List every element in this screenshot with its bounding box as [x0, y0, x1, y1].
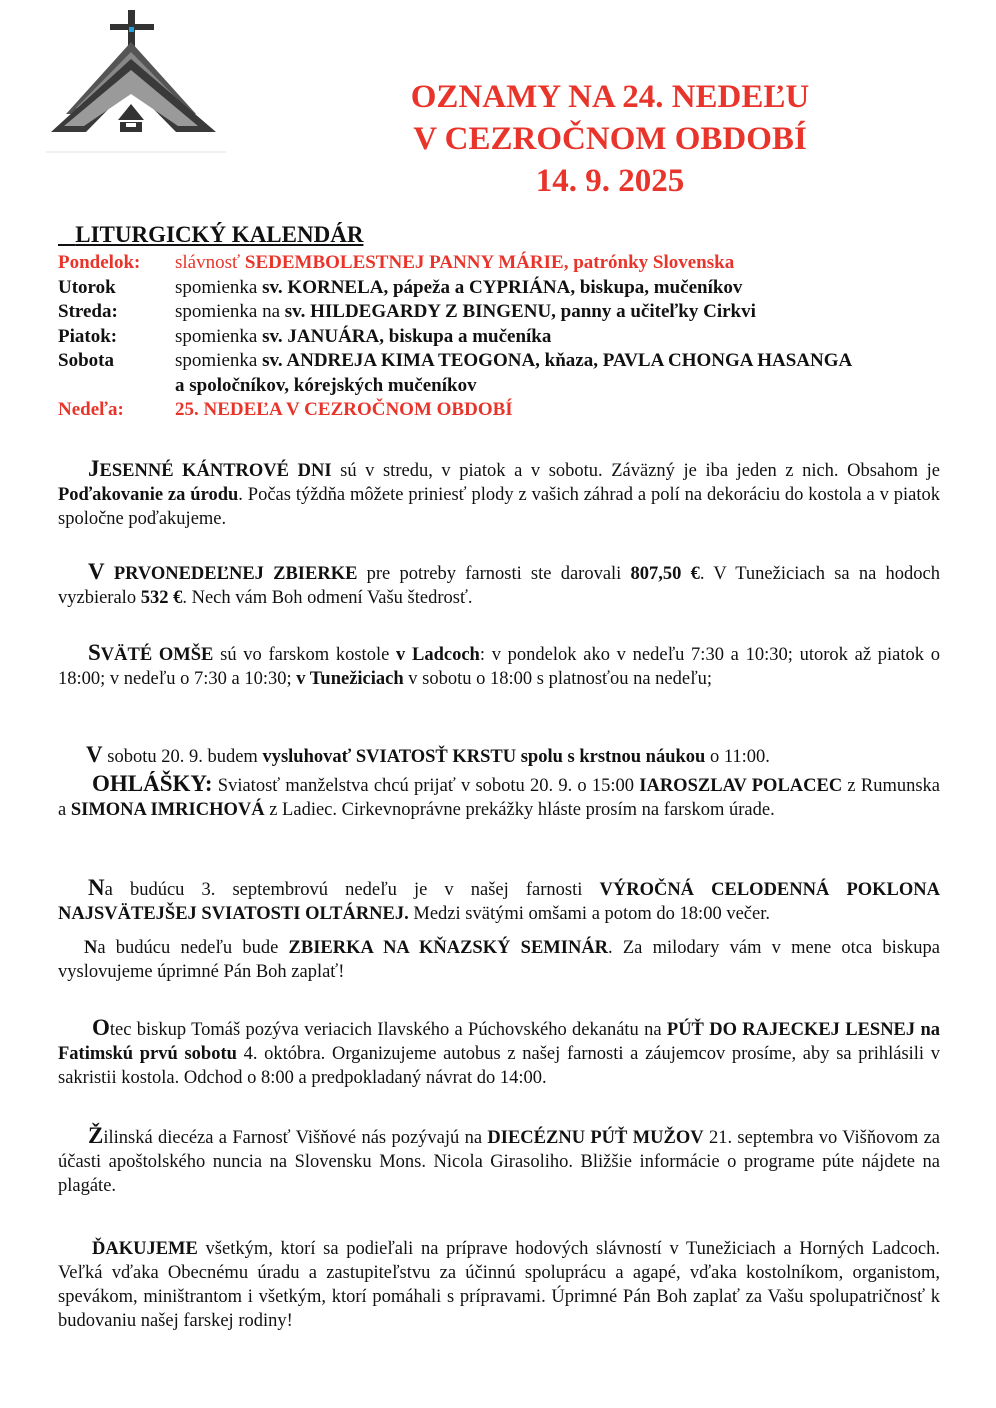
liturgical-calendar — [58, 251, 938, 423]
church-cross-logo-icon — [46, 4, 226, 154]
calendar-entry: spomienka na sv. HILDEGARDY Z BINGENU, panny a učiteľky Cirkvi — [175, 301, 756, 322]
calendar-entry: 25. NEDEĽA V CEZROČNOM OBDOBÍ — [175, 399, 513, 420]
calendar-row-tuesday — [58, 276, 938, 301]
calendar-row-wednesday — [58, 300, 938, 325]
calendar-day: Piatok: — [58, 325, 118, 347]
announcement-thanks: ĎAKUJEME všetkým, ktorí sa podieľali na príprave hodových slávností v Tunežiciach a Horných Ladcoch. Veľká vďaka Obecnému úradu a zastupiteľstvu za účinnú spoluprácu a agapé, vďaka kostolníkom, organistom, spevákom, miništrantom i všetkým, ktorí pomáhali s prípravami. Úprimné Pán Boh zaplať za Vašu spolupatričnosť k budovaniu našej farskej rodiny! — [58, 1239, 940, 1331]
title-date: 14. 9. 2025 — [535, 163, 685, 199]
announcement-baptism: V sobotu 20. 9. budem vysluhovať SVIATOSŤ KRSTU spolu s krstnou náukou o 11:00. — [86, 742, 770, 767]
announcement-ember-days: JESENNÉ KÁNTROVÉ DNI sú v stredu, v piatok a v sobotu. Záväzný je iba jeden z nich. Obsahom je Poďakovanie za úrodu. Počas týždňa môžete priniesť plody z vašich záhrad a polí na dekoráciu do kostola a v piatok spoločne poďakujeme. — [58, 456, 940, 529]
announcement-mens-pilgrimage: Žilinská diecéza a Farnosť Višňové nás pozývajú na DIECÉZNU PÚŤ MUŽOV 21. septembra vo Višňovom za účasti apoštolského nuncia na Slovensku Mons. Nicola Girasoliho. Bližšie informácie o programe púte nájdete na plagáte. — [58, 1123, 940, 1196]
calendar-heading: LITURGICKÝ KALENDÁR — [75, 222, 364, 247]
calendar-entry: spomienka sv. ANDREJA KIMA TEOGONA, kňaza, PAVLA CHONGA HASANGA a spoločníkov, kórejských mučeníkov — [175, 350, 852, 396]
calendar-entry: spomienka sv. JANUÁRA, biskupa a mučeníka — [175, 325, 552, 347]
announcement-adoration: Na budúcu 3. septembrovú nedeľu je v našej farnosti VÝROČNÁ CELODENNÁ POKLONA NAJSVÄTEJŠEJ SVIATOSTI OLTÁRNEJ. Medzi svätými omšami a potom do 18:00 večer. — [58, 875, 940, 924]
calendar-entry: spomienka sv. KORNELA, pápeža a CYPRIÁNA, biskupa, mučeníkov — [175, 276, 743, 298]
announcement-banns: OHLÁŠKY: Sviatosť manželstva chcú prijať v sobotu 20. 9. o 15:00 IAROSZLAV POLACEC z Rumunska a SIMONA IMRICHOVÁ z Ladiec. Cirkevnoprávne prekážky hláste prosím na farskom úrade. — [58, 771, 941, 820]
announcement-seminary-collection: Na budúcu nedeľu bude ZBIERKA NA KŇAZSKÝ SEMINÁR. Za milodary vám v mene otca biskupa vyslovujeme úprimné Pán Boh zaplať! — [58, 938, 940, 982]
calendar-day: Nedeľa: — [58, 399, 124, 420]
bulletin-title — [300, 76, 920, 202]
announcement-pilgrimage: Otec biskup Tomáš pozýva veriacich Ilavského a Púchovského dekanátu na PÚŤ DO RAJECKEJ LESNEJ na Fatimskú prvú sobotu 4. októbra. Organizujeme autobus z našej farnosti a záujemcov prosíme, aby sa prihlásili v sakristii kostola. Odchod o 8:00 a predpokladaný návrat do 14:00. — [58, 1015, 941, 1088]
calendar-day: Pondelok: — [58, 252, 141, 273]
calendar-day: Sobota — [58, 350, 114, 371]
title-line-2: V CEZROČNOM OBDOBÍ — [413, 121, 807, 157]
calendar-row-saturday — [58, 349, 938, 398]
title-line-1: OZNAMY NA 24. NEDEĽU — [410, 79, 810, 115]
announcement-collection: V PRVONEDEĽNEJ ZBIERKE pre potreby farnosti ste darovali 807,50 €. V Tunežiciach sa na hodoch vyzbieralo 532 €. Nech vám Boh odmení Vašu štedrosť. — [58, 559, 940, 608]
calendar-row-monday — [58, 251, 938, 276]
calendar-row-sunday — [58, 398, 938, 423]
calendar-day: Utorok — [58, 276, 116, 298]
announcement-masses: SVÄTÉ OMŠE sú vo farskom kostole v Ladcoch: v pondelok ako v nedeľu 7:30 a 10:30; utorok až piatok o 18:00; v nedeľu o 7:30 a 10:30; v Tunežiciach v sobotu o 18:00 s platnosťou na nedeľu; — [58, 640, 940, 689]
calendar-entry: slávnosť SEDEMBOLESTNEJ PANNY MÁRIE, patrónky Slovenska — [175, 252, 735, 273]
calendar-day: Streda: — [58, 301, 118, 322]
calendar-row-friday — [58, 325, 938, 350]
